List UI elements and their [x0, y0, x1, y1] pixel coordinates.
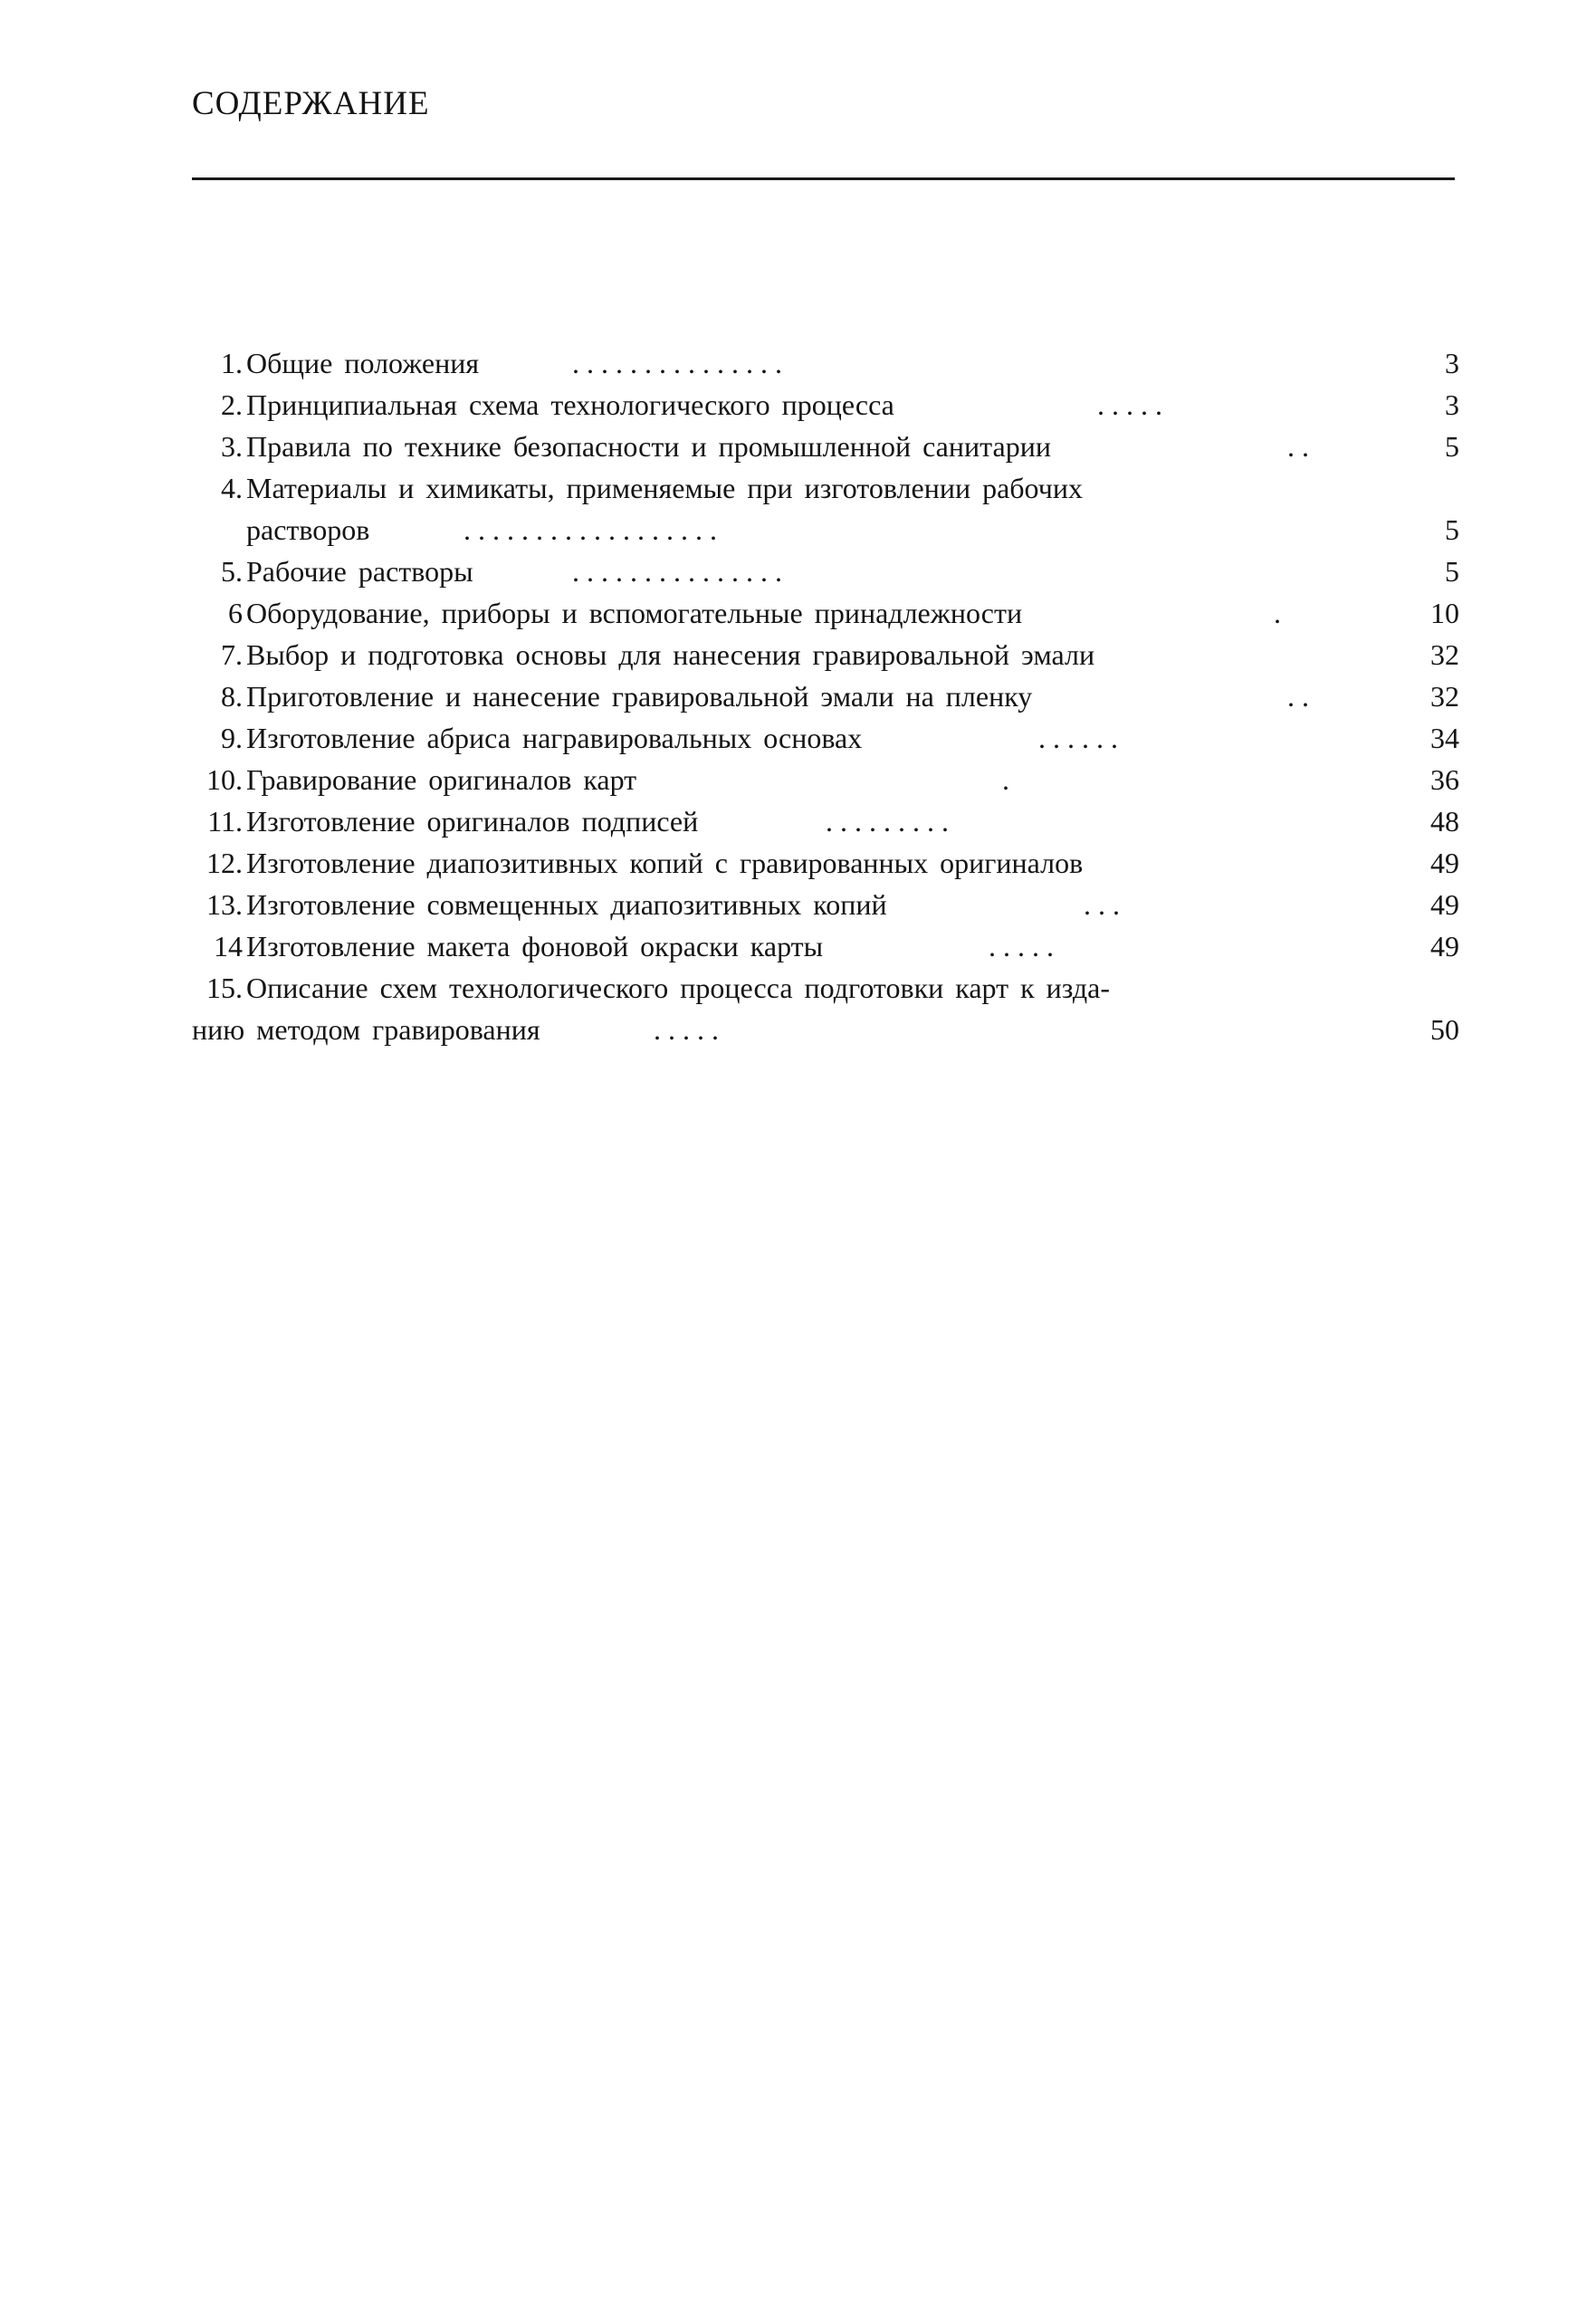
toc-entry — [192, 342, 1459, 384]
dot-leader: . . . . . — [1097, 388, 1162, 421]
dot-leader: . . . . . . . . . . . . . . . — [572, 347, 782, 379]
entry-page: 32 — [1430, 638, 1459, 671]
toc-entry-continuation — [192, 509, 1459, 551]
toc-entry — [192, 384, 1459, 426]
entry-page: 48 — [1430, 805, 1459, 838]
dot-leader: . . . . . . — [1038, 722, 1118, 754]
entry-title: Общие положения — [246, 347, 480, 379]
entry-number: 2. — [221, 388, 243, 421]
entry-page: 34 — [1430, 722, 1459, 754]
toc-entry — [192, 426, 1459, 467]
entry-page: 50 — [1430, 1013, 1459, 1046]
entry-page: 3 — [1445, 347, 1459, 379]
entry-number: 15. — [206, 972, 243, 1004]
entry-number: 6 — [228, 597, 243, 629]
entry-number: 7. — [221, 638, 243, 671]
dot-leader: . . — [1287, 430, 1309, 463]
entry-page: 49 — [1430, 930, 1459, 962]
entry-number: 11. — [207, 805, 243, 838]
table-of-contents — [192, 342, 1459, 1050]
entry-title: Изготовление совмещенных диапозитивных копий — [246, 888, 887, 921]
toc-entry — [192, 759, 1459, 800]
dot-leader: . — [1002, 763, 1009, 796]
entry-title: Принципиальная схема технологического процесса — [246, 388, 894, 421]
entry-page: 5 — [1445, 513, 1459, 546]
entry-page: 49 — [1430, 847, 1459, 879]
toc-entry — [192, 925, 1459, 967]
entry-title-continuation: нию методом гравирования — [192, 1013, 540, 1046]
entry-title: Изготовление абриса награвировальных основах — [246, 722, 863, 754]
toc-entry — [192, 800, 1459, 842]
entry-number: 12. — [206, 847, 243, 879]
entry-number: 4. — [221, 472, 243, 504]
heading-divider — [192, 177, 1455, 180]
dot-leader: . . . . . — [989, 930, 1054, 962]
entry-number: 14 — [214, 930, 243, 962]
entry-page: 5 — [1445, 555, 1459, 588]
toc-entry — [192, 842, 1459, 884]
toc-entry — [192, 634, 1459, 675]
toc-entry-continuation — [192, 1009, 1459, 1050]
entry-number: 10. — [206, 763, 243, 796]
toc-entry — [192, 675, 1459, 717]
toc-entry — [192, 884, 1459, 925]
toc-entry — [192, 592, 1459, 634]
entry-title: Изготовление диапозитивных копий с гравированных оригиналов — [246, 847, 1084, 879]
entry-number: 3. — [221, 430, 243, 463]
dot-leader: . . . . . . . . . . . . . . . . . . — [464, 513, 717, 546]
dot-leader: . . . . . . . . . . . . . . . — [572, 555, 782, 588]
toc-entry — [192, 551, 1459, 592]
entry-page: 36 — [1430, 763, 1459, 796]
entry-title-continuation: растворов — [246, 513, 370, 546]
entry-page: 49 — [1430, 888, 1459, 921]
entry-number: 1. — [221, 347, 243, 379]
entry-title: Изготовление макета фоновой окраски карты — [246, 930, 824, 962]
entry-title: Гравирование оригиналов карт — [246, 763, 637, 796]
toc-entry — [192, 967, 1459, 1009]
entry-page: 3 — [1445, 388, 1459, 421]
entry-title: Рабочие растворы — [246, 555, 473, 588]
dot-leader: . . . — [1084, 888, 1120, 921]
entry-number: 13. — [206, 888, 243, 921]
dot-leader: . . . . . — [654, 1013, 719, 1046]
entry-number: 9. — [221, 722, 243, 754]
entry-title: Описание схем технологического процесса подготовки карт к изда- — [246, 972, 1110, 1004]
dot-leader: . . . . . . . . . — [826, 805, 949, 838]
entry-page: 10 — [1430, 597, 1459, 629]
toc-entry — [192, 467, 1459, 509]
entry-page: 32 — [1430, 680, 1459, 713]
entry-number: 8. — [221, 680, 243, 713]
entry-title: Оборудование, приборы и вспомогательные принадлежности — [246, 597, 1023, 629]
page-title: СОДЕРЖАНИЕ — [192, 85, 430, 122]
entry-number: 5. — [221, 555, 243, 588]
entry-title: Изготовление оригиналов подписей — [246, 805, 699, 838]
entry-title: Выбор и подготовка основы для нанесения гравировальной эмали — [246, 638, 1095, 671]
entry-page: 5 — [1445, 430, 1459, 463]
dot-leader: . — [1274, 597, 1281, 629]
entry-title: Приготовление и нанесение гравировальной эмали на пленку — [246, 680, 1033, 713]
entry-title: Правила по технике безопасности и промышленной санитарии — [246, 430, 1051, 463]
dot-leader: . . — [1287, 680, 1309, 713]
toc-entry — [192, 717, 1459, 759]
entry-title: Материалы и химикаты, применяемые при изготовлении рабочих — [246, 472, 1083, 504]
